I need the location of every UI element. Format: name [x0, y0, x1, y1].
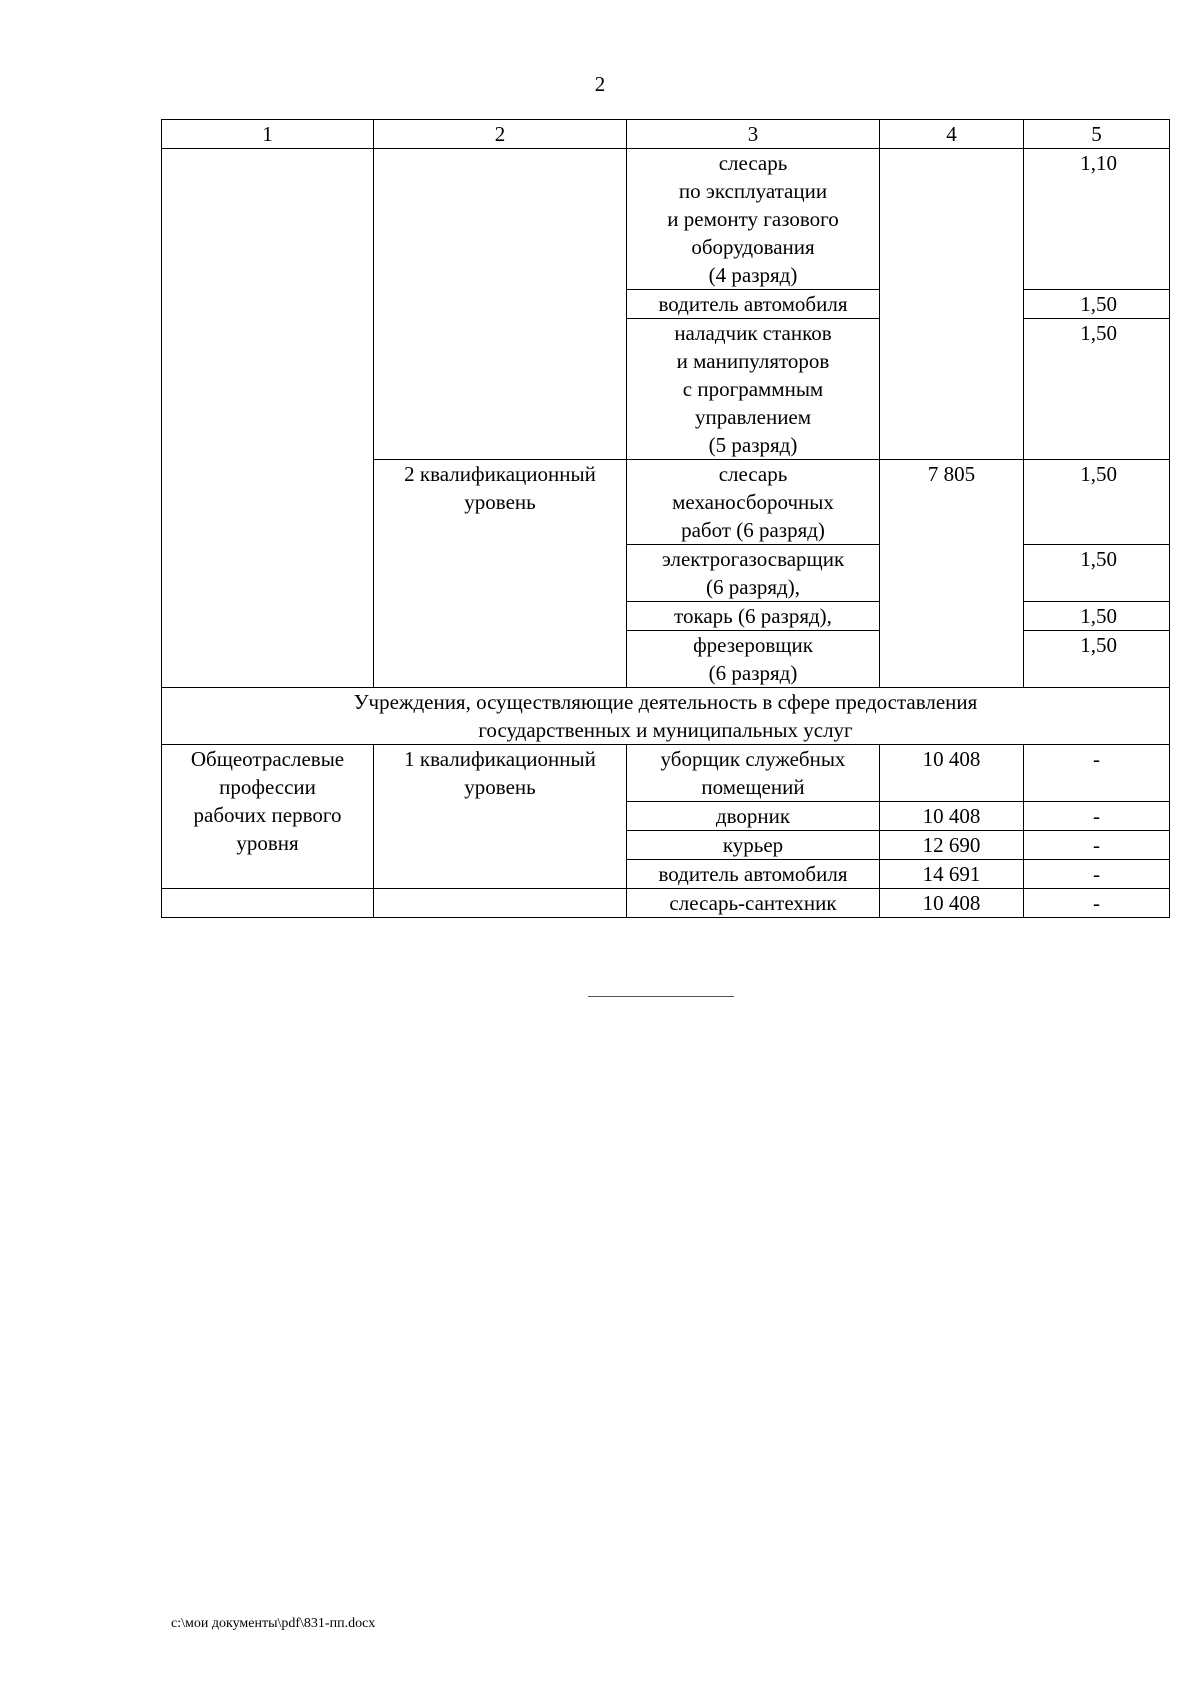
profession-cell: фрезеровщик (6 разряд): [627, 631, 880, 688]
group-cell-empty: [162, 889, 374, 918]
table-row: [162, 745, 1170, 802]
profession-cell: слесарь-сантехник: [627, 889, 880, 918]
header-col-3: 3: [627, 120, 880, 149]
table-header-row: [162, 120, 1170, 149]
coefficient-cell: -: [1024, 745, 1170, 802]
profession-cell: дворник: [627, 802, 880, 831]
coefficient-cell: 1,50: [1024, 460, 1170, 545]
table-row: [162, 889, 1170, 918]
salary-cell-empty: [880, 149, 1024, 460]
header-col-4: 4: [880, 120, 1024, 149]
profession-cell: токарь (6 разряд),: [627, 602, 880, 631]
professional-group-cell: Общеотраслевые профессии рабочих первого уровня: [162, 745, 374, 889]
header-col-5: 5: [1024, 120, 1170, 149]
level-cell-empty: [374, 889, 627, 918]
coefficient-cell: -: [1024, 860, 1170, 889]
coefficient-cell: 1,50: [1024, 290, 1170, 319]
section-title: Учреждения, осуществляющие деятельность в сфере предоставления государственных и муниципальных услуг: [162, 688, 1170, 745]
profession-cell: слесарь механосборочных работ (6 разряд): [627, 460, 880, 545]
coefficient-cell: 1,10: [1024, 149, 1170, 290]
salary-cell: 10 408: [880, 802, 1024, 831]
profession-cell: курьер: [627, 831, 880, 860]
coefficient-cell: 1,50: [1024, 631, 1170, 688]
section-row: [162, 688, 1170, 745]
profession-cell: водитель автомобиля: [627, 290, 880, 319]
end-divider: [588, 996, 734, 997]
header-col-1: 1: [162, 120, 374, 149]
salary-cell: 12 690: [880, 831, 1024, 860]
coefficient-cell: -: [1024, 802, 1170, 831]
salary-cell: 10 408: [880, 889, 1024, 918]
footer-file-path: c:\мои документы\pdf\831-пп.docx: [171, 1616, 376, 1631]
group-cell-empty: [162, 149, 374, 688]
coefficient-cell: -: [1024, 889, 1170, 918]
coefficient-cell: 1,50: [1024, 319, 1170, 460]
coefficient-cell: -: [1024, 831, 1170, 860]
salary-cell: 7 805: [880, 460, 1024, 688]
coefficient-cell: 1,50: [1024, 602, 1170, 631]
profession-cell: уборщик служебных помещений: [627, 745, 880, 802]
profession-cell: электрогазосварщик (6 разряд),: [627, 545, 880, 602]
level-cell-empty: [374, 149, 627, 460]
header-col-2: 2: [374, 120, 627, 149]
salary-cell: 10 408: [880, 745, 1024, 802]
table-row: [162, 149, 1170, 290]
profession-cell: наладчик станков и манипуляторов с программным управлением (5 разряд): [627, 319, 880, 460]
profession-cell: водитель автомобиля: [627, 860, 880, 889]
coefficient-cell: 1,50: [1024, 545, 1170, 602]
profession-cell: слесарь по эксплуатации и ремонту газового оборудования (4 разряд): [627, 149, 880, 290]
qualification-level-cell: 2 квалификационный уровень: [374, 460, 627, 688]
qualification-level-cell: 1 квалификационный уровень: [374, 745, 627, 889]
page-number: 2: [594, 72, 606, 96]
salary-cell: 14 691: [880, 860, 1024, 889]
wage-table: [161, 119, 1170, 918]
